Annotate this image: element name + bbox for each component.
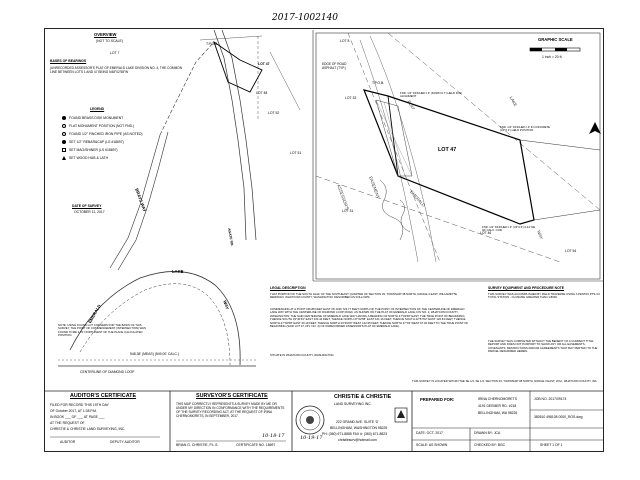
surveyor-signer: BRIAN G. CHRISTIE, P.L.S. [176, 443, 219, 447]
auditor-title: AUDITOR'S CERTIFICATE [70, 393, 137, 399]
deputy-auditor-label: DEPUTY AUDITOR [110, 440, 140, 444]
equipment-text: THIS SURVEY WAS ACCOMPLISHED BY FIELD TRAVERSE USING A PENTAX PTS-V3 TOTAL STATION - CLOSURE GREATER THAN 1:8000. [488, 292, 600, 300]
rebar-cap-icon [62, 140, 66, 144]
wood-hub-icon [62, 156, 66, 160]
bases-title: BASES OF BEARINGS [50, 59, 87, 63]
legend-item: FOUND 1/2" FINCHED IRON PIPE (AS NOTED) [62, 132, 143, 136]
recording-number: 2017-1002140 [272, 13, 339, 23]
overview-lot-note: NOTE: USING FOUND LOT CORNERS FOR THE BASIS OF THIS SURVEY, THE POINT OF COMMENCEMENT (INTERSECTION) WAS FOUND TO BE 1.70' NORTHWEST OF THE PLACE CALCULATED POSITION. [58, 323, 146, 338]
detail-lot-33: LOT 33 [345, 96, 357, 100]
detail-fnd-pipe-3: FND. 1/2" FINCHED I.P. (UP 0.3') 0.44' NE OF CALC. COR. [482, 225, 536, 233]
detail-lot-47: LOT 47 [438, 147, 457, 153]
overview-lot-52: LOT 52 [268, 111, 280, 115]
legal-title: LEGAL DESCRIPTION [270, 286, 306, 290]
location-note: THIS SURVEY IS LOCATED WITHIN THE SE 1/4, SE 1/4, SECTION 33, TOWNSHIP 38 NORTH, RANGE 3 EAST, W.M., WHATCOM COUNTY, WA. [412, 379, 598, 383]
detail-lot-46: LOT 46 [480, 231, 492, 235]
graphic-scale-title: GRAPHIC SCALE [538, 37, 573, 42]
graphic-scale-label: 1 inch = 20 ft. [542, 55, 563, 59]
auditor-label: AUDITOR [60, 440, 76, 444]
prepared-addr-1: 4191 DEEMER RD. #218 [478, 404, 517, 408]
legal-p3: SITUATE IN WHATCOM COUNTY, WASHINGTON. [270, 353, 335, 357]
overview-emerald: EMERALD [87, 303, 102, 324]
overview-agate-rd: AGATE RD. [227, 227, 235, 247]
survey-date-value: OCTOBER 11, 2017 [74, 210, 105, 214]
surveyor-cert: CERTIFICATE NO. 18697 [236, 443, 276, 447]
surveyor-text: THIS MAP CORRECTLY REPRESENTS A SURVEY MADE BY ME OR UNDER MY DIRECTION IN CONFORMANCE WITH THE REQUIREMENTS OF THE SURVEY RECORDING ACT, AT THE REQUEST OF IRINA CHERNOMORETS, IN SEPTEMBER, 2017. [176, 402, 285, 418]
prepared-name: IRINA CHERNOMORETS [478, 397, 517, 401]
legend-title: LEGEND [90, 107, 105, 111]
detail-lot-8: LOT 8 [340, 39, 350, 43]
title-note: THE SURVEY WAS COMPLETED WITHOUT THE BENEFIT OF A CURRENT TITLE REPORT AND DOES NOT PURPORT TO SHOW ANY OR ALL EASEMENTS, COVENANTS, RESTRICTIONS AND/OR AGREEMENTS THAT MAY PERTAIN TO THE PARCEL DESCRIBED HEREIN. [488, 339, 598, 354]
detail-edge-road: EDGE OF ROAD ASPHALT (TYP.) [322, 62, 347, 70]
overview-title: OVERVIEW [94, 32, 117, 37]
detail-fnd-pipe-2: FND. 1/2" FINCHED I.P. IN CONCRETE (UP 0.1') HELD POSITION [500, 125, 551, 133]
detail-way: WAY [536, 229, 545, 240]
checked-by-field: CHECKED BY: BGC [474, 443, 506, 447]
surveyor-sig-date: 10-18-17 [262, 433, 285, 439]
legal-p2: COMMENCING AT A POINT 346.88 FEET EAST OF AND 723.77 FEET NORTH OF THE POINT OF INTERSECTION OF THE CENTERLINE OF EMERALD LAKE WAY WITH THE CENTERLINE OF DIAMOND LOOP ROAD, AS SHOWN ON THE PLAT OF EMERALD LAKE, DIV NO. 2, WHATCOM COUNTY, WASHINGTON; THE SAID CENTERLINE OF EMERALD LAKE WAY HAVING A BEARING OF NORTH 47°02'58" EAST; THE TRUE POINT OF BEGINNING; THENCE SOUTH 33°40'43" EAST 130.44 FEET; THENCE NORTH 47°02'58" EAST 101.16 FEET; THENCE SOUTH 42°57'02" EAST 126.63 FEET; THENCE NORTH 47°02'58" EAST 29.10 FEET; THENCE NORTH 33°49'00" WEST 142.95 FEET; THENCE NORTH 47°03' WEST 97.00 FEET TO THE TRUE POINT OF BEGINNING (SAID LOT 47, DIV. NO. 4) OF UNRECORDED ASSESSOR'S PLAT OF EMERALD LAKE). [270, 307, 469, 329]
detail-tpob: T.P.O.B. [372, 81, 385, 85]
overview-tpob: T.P.O.B. [206, 42, 219, 46]
auditor-line-5: CHRISTIE & CHRISTIE LAND SURVEYING, INC. [50, 427, 126, 431]
auditor-line-4: AT THE REQUEST OF [50, 421, 85, 425]
detail-lot-54: LOT 54 [565, 249, 577, 253]
overview-lot-47: LOT 47 [258, 62, 270, 66]
auditor-line-1: FILED FOR RECORD THIS 19TH DAY [50, 403, 109, 407]
sheet-field: SHEET 1 OF 1 [540, 443, 563, 447]
equipment-title: SURVEY EQUIPMENT AND PROCEDURE NOTE [488, 286, 565, 290]
scale-field: SCALE: AS SHOWN [416, 443, 448, 447]
overview-lot-7: LOT 7 [110, 51, 120, 55]
detail-emerald: EMERALD [409, 189, 427, 208]
overview-lot-51: LOT 51 [290, 151, 302, 155]
seal-date: 10-19-17 [300, 435, 323, 441]
firm-sub: LAND SURVEYING INC. [334, 402, 372, 406]
bases-text: (UNRECORDED ASSESSOR'S PLAT OF EMERALD LAKE DIVISION NO. 4, THE COMMON LINE BETWEEN LOTS 1 AND 47 BEING N48°02'58"W [50, 66, 183, 74]
detail-fnd-pipe-1: FND. 1/2" FINCHED I.P. (DOWN 0.7') HELD FOR ALIGNMENT [400, 91, 462, 99]
survey-date-title: DATE OF SURVEY [72, 204, 102, 208]
legend-item: FOUND BRASS DISK MONUMENT [62, 116, 123, 120]
parcel-file: 380510 498108 0000_ROS.dwg [534, 415, 583, 419]
detail-lake: LAKE [508, 95, 519, 108]
detail-plat: PLAT [406, 99, 416, 111]
overview-way: WAY [222, 299, 231, 310]
overview-dim-bottom: 548.38' (MEAS) (549.00' CALC.) [130, 352, 179, 356]
detail-assessors: ASSESSOR'S [336, 183, 351, 211]
firm-email: christiesurv@hotmail.com [338, 438, 377, 442]
detail-lot-31: LOT 31 [342, 209, 354, 213]
legend-item: FLAT MONUMENT POSITION (NOT FND.) [62, 124, 134, 128]
overview-brays-way: BRAYS WAY [134, 187, 148, 213]
firm-address-2: BELLINGHAM, WASHINGTON 98225 [330, 426, 388, 430]
calc-position-icon [62, 124, 66, 128]
detail-easement: EASEMENT [368, 175, 381, 200]
firm-phone: PH: (360) 671-8885 FAX #: (360) 671-8823 [322, 432, 388, 436]
prepared-addr-2: BELLINGHAM, WA 98226 [478, 411, 518, 415]
legend-item: SET MAG/SHINER (LS #18697) [62, 148, 118, 152]
drawn-by-field: DRAWN BY: JCA [474, 431, 501, 435]
auditor-line-2: OF October 2017, AT 1:38 P.M. [50, 409, 97, 413]
overview-centerline: CENTERLINE OF DIAMOND LOOP [80, 370, 135, 374]
prepared-label: PREPARED FOR: [420, 397, 455, 402]
legend-item: SET 1/2" REBAR&CAP (LS #18697) [62, 140, 124, 144]
surveyor-title: SURVEYOR'S CERTIFICATE [196, 393, 268, 399]
auditor-line-3: IN BOOK ___ OF ___ AT PAGE ___ [50, 415, 105, 419]
legend-item: SET WOOD HUB & LATH [62, 156, 108, 160]
firm-address-1: 222 GRAND AVE. SUITE 'D' [336, 420, 379, 424]
overview-lake: LAKE [172, 269, 184, 274]
job-number: JOB NO. 2017/09174 [534, 397, 567, 401]
iron-pipe-icon [62, 132, 66, 136]
overview-subtitle: (NOT TO SCALE) [96, 39, 123, 43]
mag-shiner-icon [62, 148, 66, 152]
legal-p1: THAT PORTION OF THE SOUTH HALF OF THE SOUTHEAST QUARTER OF SECTION 33, TOWNSHIP 38 NORTH, RANGE 3 EAST, WILLAMETTE MERIDIAN, WHATCOM COUNTY, WASHINGTON, DESCRIBED AS FOLLOWS: [270, 292, 458, 300]
legend-list [62, 116, 172, 166]
date-field: DATE: OCT. 2017 [416, 431, 443, 435]
brass-disk-icon [62, 116, 66, 120]
overview-lot-48: LOT 48 [256, 91, 268, 95]
firm-name: CHRISTIE & CHRISTIE [334, 394, 392, 400]
